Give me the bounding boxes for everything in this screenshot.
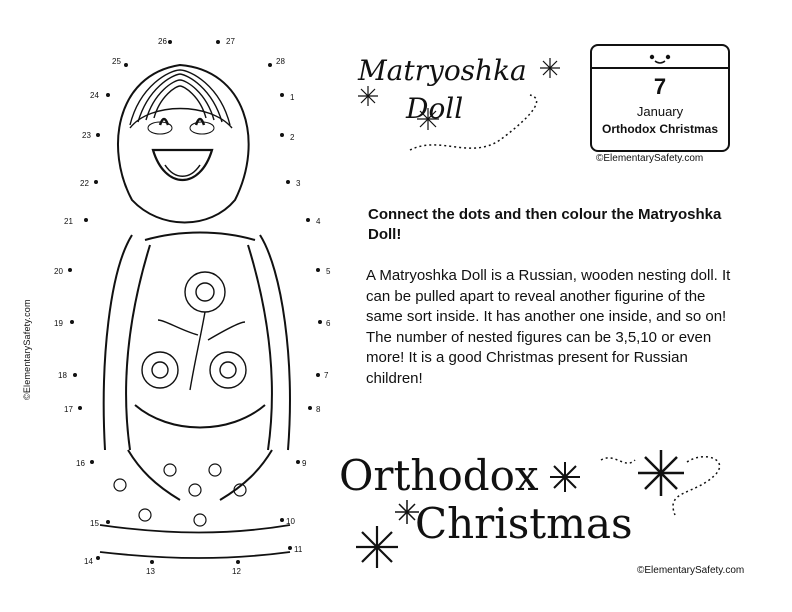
side-credit: ©ElementarySafety.com	[22, 299, 32, 400]
dot-number: 18	[58, 371, 67, 380]
dot-points	[68, 40, 322, 564]
snowflake-icon	[417, 108, 439, 130]
dot-number: 5	[326, 267, 331, 276]
dot-number: 19	[54, 319, 63, 328]
dot-number: 23	[82, 131, 91, 140]
doll-base	[100, 525, 290, 558]
dot-number: 1	[290, 93, 295, 102]
dot-number: 22	[80, 179, 89, 188]
snowflake-icon	[550, 462, 580, 492]
dot-number: 10	[286, 517, 295, 526]
dot-number: 25	[112, 57, 121, 66]
smiley-face-icon	[592, 46, 728, 70]
snowflake-icon	[540, 58, 560, 78]
snowflake-icon	[638, 450, 684, 496]
snowflake-icon	[356, 526, 398, 568]
dot-number: 14	[84, 557, 93, 566]
dot-number: 8	[316, 405, 321, 414]
doll-flowers	[142, 272, 246, 390]
dot-number: 27	[226, 37, 235, 46]
dot-number: 6	[326, 319, 331, 328]
bottom-credit: ©ElementarySafety.com	[637, 565, 745, 576]
dot-number: 2	[290, 133, 295, 142]
matryoshka-doll-figure	[50, 30, 350, 590]
dot-number: 28	[276, 57, 285, 66]
calendar-day: 7	[653, 74, 667, 99]
title-line-1: Matryoshka	[358, 54, 527, 87]
instruction-text: Connect the dots and then colour the Matryoshka Doll!	[368, 206, 722, 243]
calendar-month: January	[636, 104, 684, 119]
dot-number: 3	[296, 179, 301, 188]
calendar-holiday: Orthodox Christmas	[601, 122, 718, 136]
dot-number: 11	[294, 545, 303, 554]
orthodox-christmas-art	[335, 440, 735, 575]
snowflake-icon	[358, 86, 378, 106]
doll-body	[104, 233, 290, 501]
dot-number: 4	[316, 217, 321, 226]
doll-head	[118, 65, 249, 223]
dot-number: 26	[158, 37, 167, 46]
top-credit: ©ElementarySafety.com	[596, 153, 704, 164]
dot-number: 17	[64, 405, 73, 414]
dot-number: 7	[324, 371, 329, 380]
doll-face	[148, 119, 214, 180]
calendar-card	[590, 44, 730, 154]
description-text: A Matryoshka Doll is a Russian, wooden nesting doll. It can be pulled apart to reveal another figurine of the same sort inside. It has another one inside, and so on! The number of nested figures can be 3,5,10 or even more! It is a good Christmas present for Russian children!	[366, 267, 731, 387]
dot-number: 15	[90, 519, 99, 528]
title-art	[350, 40, 570, 170]
dot-number: 12	[232, 567, 241, 576]
dot-number: 21	[64, 217, 73, 226]
dot-number: 9	[302, 459, 307, 468]
bottom-title-line-2: Christmas	[415, 499, 633, 548]
title-line-2: Doll	[406, 92, 464, 125]
dot-number: 20	[54, 267, 63, 276]
dot-number: 24	[90, 91, 99, 100]
bottom-title-line-1: Orthodox	[339, 451, 539, 500]
dot-number: 16	[76, 459, 85, 468]
dot-number: 13	[146, 567, 155, 576]
